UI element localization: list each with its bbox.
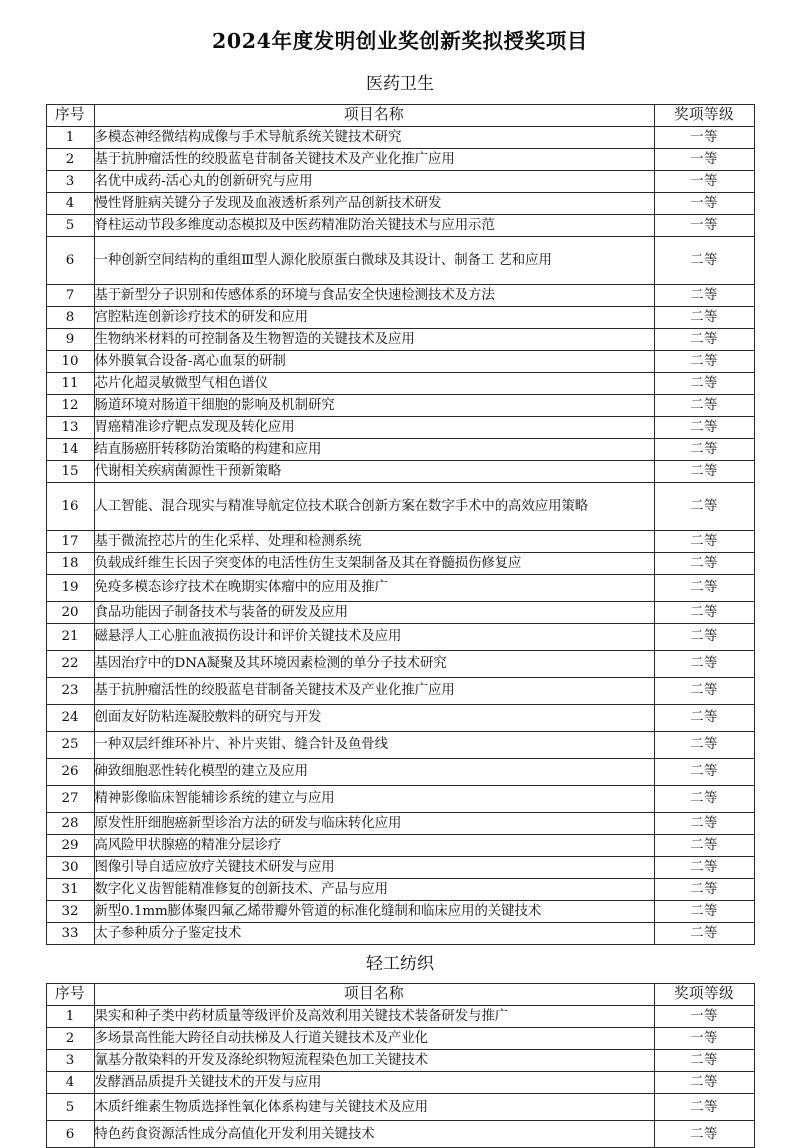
- award-table-0: [46, 104, 755, 945]
- cell-project-name: 图像引导自适应放疗关键技术研发与应用: [94, 857, 654, 879]
- cell-award-grade: 二等: [654, 732, 754, 759]
- cell-award-grade: 一等: [654, 193, 754, 215]
- table-row: [46, 835, 754, 857]
- column-header-index: 序号: [46, 984, 94, 1006]
- cell-index: 14: [46, 439, 94, 461]
- table-row: [46, 1006, 754, 1028]
- table-body-0: [46, 127, 754, 945]
- table-row: [46, 901, 754, 923]
- table-row: [46, 285, 754, 307]
- cell-award-grade: 二等: [654, 1094, 754, 1121]
- table-row: [46, 1028, 754, 1050]
- table-row: [46, 237, 754, 285]
- cell-award-grade: 二等: [654, 835, 754, 857]
- cell-project-name: 基因治疗中的DNA凝聚及其环境因素检测的单分子技术研究: [94, 651, 654, 678]
- cell-index: 28: [46, 813, 94, 835]
- cell-award-grade: 二等: [654, 351, 754, 373]
- cell-award-grade: 一等: [654, 127, 754, 149]
- section-heading-0: 医药卫生: [366, 73, 434, 94]
- cell-project-name: 代谢相关疾病菌源性干预新策略: [94, 461, 654, 483]
- cell-index: 30: [46, 857, 94, 879]
- table-row: [46, 1121, 754, 1148]
- cell-award-grade: 二等: [654, 813, 754, 835]
- cell-index: 4: [46, 193, 94, 215]
- cell-index: 18: [46, 553, 94, 575]
- column-header-grade: 奖项等级: [654, 105, 754, 127]
- column-header-name: 项目名称: [94, 984, 654, 1006]
- cell-index: 20: [46, 602, 94, 624]
- table-row: [46, 705, 754, 732]
- cell-index: 6: [46, 237, 94, 285]
- cell-project-name: 名优中成药-活心丸的创新研究与应用: [94, 171, 654, 193]
- table-row: [46, 127, 754, 149]
- cell-project-name: 基于微流控芯片的生化采样、处理和检测系统: [94, 531, 654, 553]
- cell-index: 5: [46, 215, 94, 237]
- table-row: [46, 732, 754, 759]
- cell-project-name: 多模态神经微结构成像与手术导航系统关键技术研究: [94, 127, 654, 149]
- cell-award-grade: 二等: [654, 237, 754, 285]
- table-header-row: [46, 105, 754, 127]
- table-row: [46, 1094, 754, 1121]
- table-row: [46, 1072, 754, 1094]
- table-row: [46, 439, 754, 461]
- cell-index: 11: [46, 373, 94, 395]
- table-row: [46, 307, 754, 329]
- cell-project-name: 体外膜氧合设备-离心血泵的研制: [94, 351, 654, 373]
- cell-project-name: 一种创新空间结构的重组Ⅲ型人源化胶原蛋白微球及其设计、制备工 艺和应用: [94, 237, 654, 285]
- cell-index: 15: [46, 461, 94, 483]
- cell-award-grade: 二等: [654, 285, 754, 307]
- cell-index: 24: [46, 705, 94, 732]
- cell-project-name: 木质纤维素生物质选择性氧化体系构建与关键技术及应用: [94, 1094, 654, 1121]
- cell-index: 26: [46, 759, 94, 786]
- cell-index: 12: [46, 395, 94, 417]
- cell-project-name: 生物纳米材料的可控制备及生物智造的关键技术及应用: [94, 329, 654, 351]
- cell-project-name: 宫腔粘连创新诊疗技术的研发和应用: [94, 307, 654, 329]
- cell-project-name: 基于抗肿瘤活性的绞股蓝皂苷制备关键技术及产业化推广应用: [94, 678, 654, 705]
- cell-index: 3: [46, 1050, 94, 1072]
- cell-index: 5: [46, 1094, 94, 1121]
- table-row: [46, 351, 754, 373]
- cell-award-grade: 二等: [654, 1072, 754, 1094]
- cell-index: 3: [46, 171, 94, 193]
- table-row: [46, 759, 754, 786]
- cell-index: 8: [46, 307, 94, 329]
- cell-index: 2: [46, 149, 94, 171]
- award-table-1: [46, 983, 755, 1148]
- cell-award-grade: 二等: [654, 575, 754, 602]
- cell-award-grade: 二等: [654, 678, 754, 705]
- cell-project-name: 免疫多模态诊疗技术在晚期实体瘤中的应用及推广: [94, 575, 654, 602]
- table-row: [46, 417, 754, 439]
- cell-project-name: 一种双层纤维环补片、补片夹钳、缝合针及鱼骨线: [94, 732, 654, 759]
- cell-award-grade: 二等: [654, 307, 754, 329]
- table-row: [46, 373, 754, 395]
- cell-award-grade: 二等: [654, 1121, 754, 1148]
- cell-project-name: 发酵酒品质提升关键技术的开发与应用: [94, 1072, 654, 1094]
- cell-award-grade: 二等: [654, 395, 754, 417]
- cell-index: 2: [46, 1028, 94, 1050]
- table-row: [46, 651, 754, 678]
- cell-project-name: 新型0.1mm膨体聚四氟乙烯带瓣外管道的标准化缝制和临床应用的关键技术: [94, 901, 654, 923]
- cell-award-grade: 一等: [654, 149, 754, 171]
- cell-project-name: 基于新型分子识别和传感体系的环境与食品安全快速检测技术及方法: [94, 285, 654, 307]
- table-row: [46, 461, 754, 483]
- cell-project-name: 精神影像临床智能辅诊系统的建立与应用: [94, 786, 654, 813]
- table-row: [46, 1050, 754, 1072]
- cell-award-grade: 二等: [654, 531, 754, 553]
- cell-award-grade: 二等: [654, 483, 754, 531]
- cell-project-name: 食品功能因子制备技术与装备的研发及应用: [94, 602, 654, 624]
- table-header-row: [46, 984, 754, 1006]
- cell-award-grade: 二等: [654, 461, 754, 483]
- cell-project-name: 高风险甲状腺癌的精准分层诊疗: [94, 835, 654, 857]
- table-row: [46, 215, 754, 237]
- cell-index: 10: [46, 351, 94, 373]
- table-body-1: [46, 1006, 754, 1148]
- cell-award-grade: 二等: [654, 417, 754, 439]
- cell-project-name: 创面友好防粘连凝胶敷料的研究与开发: [94, 705, 654, 732]
- cell-project-name: 芯片化超灵敏微型气相色谱仪: [94, 373, 654, 395]
- table-header-0: [46, 105, 754, 127]
- table-row: [46, 813, 754, 835]
- cell-index: 1: [46, 127, 94, 149]
- cell-project-name: 人工智能、混合现实与精准导航定位技术联合创新方案在数字手术中的高效应用策略: [94, 483, 654, 531]
- cell-index: 9: [46, 329, 94, 351]
- cell-index: 23: [46, 678, 94, 705]
- table-row: [46, 923, 754, 945]
- cell-award-grade: 二等: [654, 439, 754, 461]
- cell-index: 22: [46, 651, 94, 678]
- table-row: [46, 193, 754, 215]
- cell-award-grade: 一等: [654, 215, 754, 237]
- table-row: [46, 678, 754, 705]
- cell-index: 7: [46, 285, 94, 307]
- cell-award-grade: 二等: [654, 786, 754, 813]
- cell-award-grade: 二等: [654, 901, 754, 923]
- cell-index: 1: [46, 1006, 94, 1028]
- cell-award-grade: 一等: [654, 1028, 754, 1050]
- table-row: [46, 483, 754, 531]
- table-row: [46, 329, 754, 351]
- page-title: 2024年度发明创业奖创新奖拟授奖项目: [212, 29, 588, 53]
- column-header-name: 项目名称: [94, 105, 654, 127]
- cell-award-grade: 二等: [654, 602, 754, 624]
- cell-award-grade: 一等: [654, 171, 754, 193]
- table-row: [46, 171, 754, 193]
- cell-project-name: 果实和种子类中药材质量等级评价及高效利用关键技术装备研发与推广: [94, 1006, 654, 1028]
- table-row: [46, 786, 754, 813]
- cell-project-name: 数字化义齿智能精准修复的创新技术、产品与应用: [94, 879, 654, 901]
- table-row: [46, 395, 754, 417]
- table-row: [46, 879, 754, 901]
- cell-award-grade: 二等: [654, 1050, 754, 1072]
- cell-award-grade: 二等: [654, 329, 754, 351]
- cell-award-grade: 二等: [654, 553, 754, 575]
- cell-index: 21: [46, 624, 94, 651]
- cell-award-grade: 二等: [654, 759, 754, 786]
- cell-award-grade: 二等: [654, 373, 754, 395]
- cell-index: 17: [46, 531, 94, 553]
- cell-project-name: 慢性肾脏病关键分子发现及血液透析系列产品创新技术研发: [94, 193, 654, 215]
- cell-project-name: 原发性肝细胞癌新型诊治方法的研发与临床转化应用: [94, 813, 654, 835]
- section-heading-1: 轻工纺织: [366, 954, 434, 975]
- cell-project-name: 基于抗肿瘤活性的绞股蓝皂苷制备关键技术及产业化推广应用: [94, 149, 654, 171]
- cell-index: 32: [46, 901, 94, 923]
- cell-index: 29: [46, 835, 94, 857]
- cell-project-name: 肠道环境对肠道干细胞的影响及机制研究: [94, 395, 654, 417]
- column-header-index: 序号: [46, 105, 94, 127]
- cell-award-grade: 二等: [654, 705, 754, 732]
- table-row: [46, 857, 754, 879]
- table-row: [46, 575, 754, 602]
- cell-index: 19: [46, 575, 94, 602]
- cell-project-name: 多场景高性能大跨径自动扶梯及人行道关键技术及产业化: [94, 1028, 654, 1050]
- cell-project-name: 磁悬浮人工心脏血液损伤设计和评价关键技术及应用: [94, 624, 654, 651]
- cell-project-name: 脊柱运动节段多维度动态模拟及中医药精准防治关键技术与应用示范: [94, 215, 654, 237]
- cell-index: 33: [46, 923, 94, 945]
- cell-award-grade: 二等: [654, 923, 754, 945]
- table-row: [46, 624, 754, 651]
- table-header-1: [46, 984, 754, 1006]
- cell-project-name: 氰基分散染料的开发及涤纶织物短流程染色加工关键技术: [94, 1050, 654, 1072]
- cell-award-grade: 一等: [654, 1006, 754, 1028]
- cell-award-grade: 二等: [654, 651, 754, 678]
- cell-index: 25: [46, 732, 94, 759]
- table-row: [46, 531, 754, 553]
- cell-index: 27: [46, 786, 94, 813]
- cell-index: 16: [46, 483, 94, 531]
- table-row: [46, 553, 754, 575]
- cell-project-name: 特色药食资源活性成分高值化开发利用关键技术: [94, 1121, 654, 1148]
- cell-index: 31: [46, 879, 94, 901]
- cell-project-name: 结直肠癌肝转移防治策略的构建和应用: [94, 439, 654, 461]
- cell-award-grade: 二等: [654, 857, 754, 879]
- cell-award-grade: 二等: [654, 624, 754, 651]
- cell-project-name: 胃癌精准诊疗靶点发现及转化应用: [94, 417, 654, 439]
- column-header-grade: 奖项等级: [654, 984, 754, 1006]
- cell-project-name: 负载成纤维生长因子突变体的电活性仿生支架制备及其在脊髓损伤修复应: [94, 553, 654, 575]
- table-row: [46, 602, 754, 624]
- cell-project-name: 砷致细胞恶性转化模型的建立及应用: [94, 759, 654, 786]
- table-row: [46, 149, 754, 171]
- cell-award-grade: 二等: [654, 879, 754, 901]
- cell-index: 6: [46, 1121, 94, 1148]
- cell-index: 13: [46, 417, 94, 439]
- cell-project-name: 太子参种质分子鉴定技术: [94, 923, 654, 945]
- cell-index: 4: [46, 1072, 94, 1094]
